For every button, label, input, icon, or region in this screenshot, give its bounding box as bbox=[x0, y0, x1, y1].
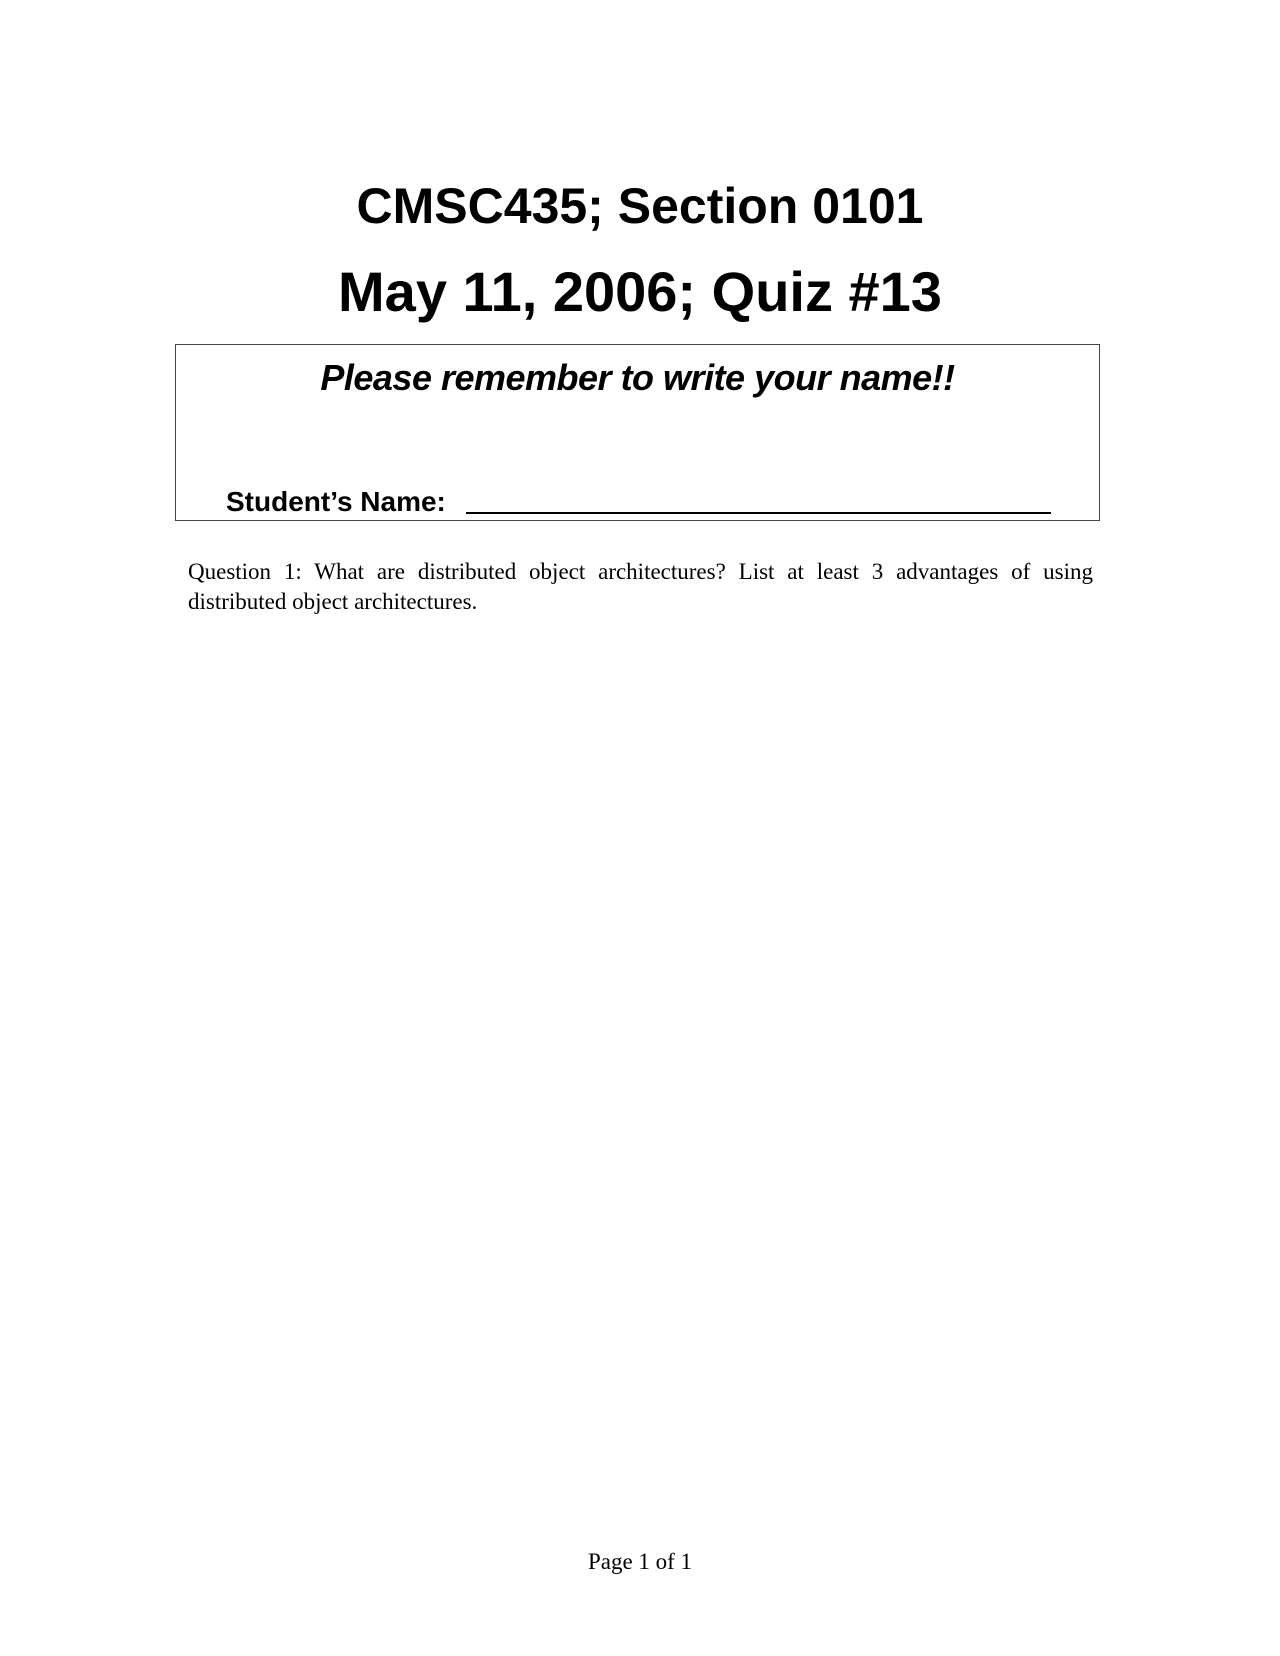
question-1: Question 1: What are distributed object architectures? List at least 3 advantages of using distributed object architectures. bbox=[188, 559, 1093, 614]
student-name-field[interactable] bbox=[466, 512, 1051, 514]
course-title: CMSC435; Section 0101 bbox=[356, 178, 924, 234]
quiz-title: May 11, 2006; Quiz #13 bbox=[338, 260, 942, 323]
page-number: Page 1 of 1 bbox=[587, 1549, 693, 1574]
name-box bbox=[175, 344, 1100, 521]
name-reminder: Please remember to write your name!! bbox=[320, 357, 955, 398]
student-name-label: Student’s Name: bbox=[226, 486, 446, 517]
answer-area[interactable] bbox=[188, 630, 1093, 1510]
